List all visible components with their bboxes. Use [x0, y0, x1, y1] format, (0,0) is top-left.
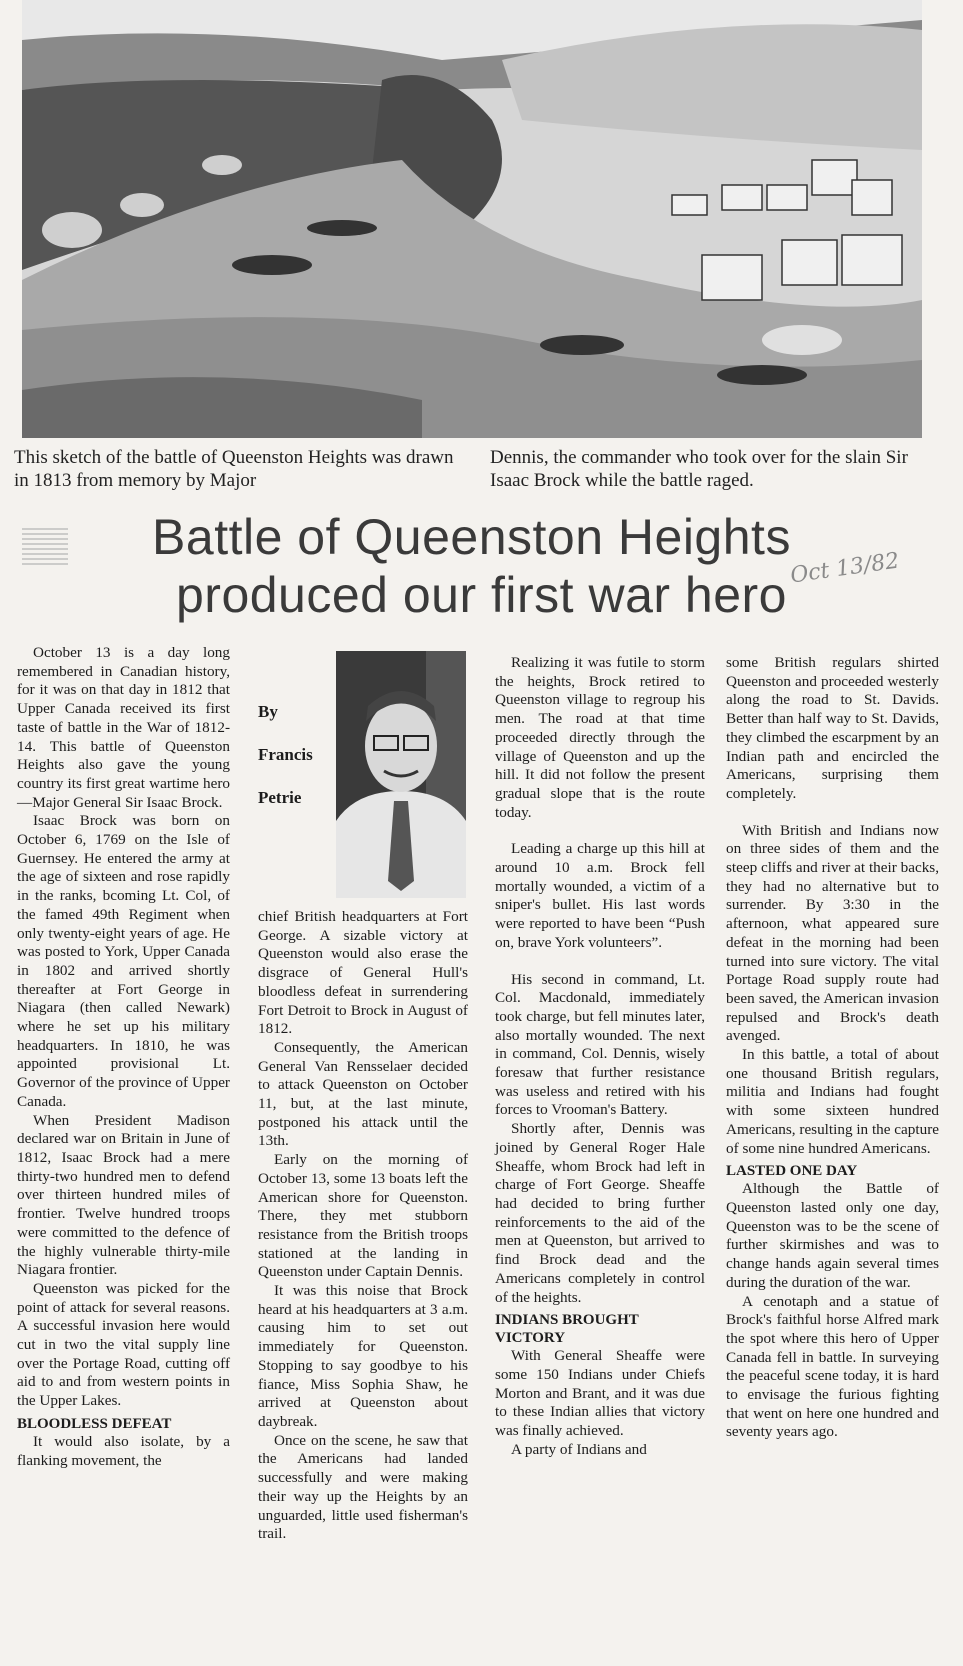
article-paragraph: Consequently, the American General Van Rensselaer decided to attack Queenston on October 11, but, at the last minute, postponed his attack until the 13th. — [258, 1038, 468, 1150]
article-paragraph: October 13 is a day long remembered in Canadian history, for it was on that day in 1812 that Upper Canada received its first taste of battle in the War of 1812-14. This battle of Queenston Heights also gave the young country its first great wartime hero—Major General Sir Isaac Brock. — [17, 644, 230, 811]
article-paragraph: Early on the morning of October 13, some 13 boats left the American shore for Queenston. There, they met stubborn resistance from the British troops stationed at the landing in Queenston under Captain Dennis. — [258, 1151, 468, 1281]
article-paragraph: It was this noise that Brock heard at his headquarters at 3 a.m. causing him to set out immediately for Queenston. Stopping to say goodbye to his fiance, Miss Sophia Shaw, he arrived at Queenston about daybreak. — [258, 1282, 468, 1430]
article-paragraph: A party of Indians and — [511, 1440, 647, 1458]
article-paragraph: Queenston was picked for the point of attack for several reasons. A successful invasion here would cut in two the vital supply line over the Portage Road, cutting off aid to and from western points in the Upper Lakes. — [17, 1279, 230, 1410]
article-paragraph: Although the Battle of Queenston lasted only one day, Queenston was to be the scene of further skirmishes and was to change hands again several times during the duration of the war. — [726, 1180, 939, 1291]
article-paragraph: chief British headquarters at Fort George. A sizable victory at Queenston would also erase the disgrace of General Hull's bloodless defeat in surrendering Fort Detroit to Brock in August of 1812. — [258, 908, 468, 1038]
article-column-4 — [726, 654, 939, 1442]
section-subhead: INDIANS BROUGHT VICTORY — [495, 1312, 639, 1347]
article-paragraph: With General Sheaffe were some 150 Indians under Chiefs Morton and Brant, and it was due to these Indian allies that victory was finally achieved. — [495, 1347, 705, 1440]
article-paragraph: some British regulars shirted Queenston and proceeded westerly along the road to St. Davids. Better than half way to St. Davids, they climbed the escarpment by an Indian path and encircled the Americans, surprising them completely. — [726, 654, 939, 802]
article-column-2 — [258, 908, 468, 1544]
article-paragraph: Once on the scene, he saw that the Americans had landed successfully and were making their way up the Heights by an unguarded, little used fisherman's trail. — [258, 1431, 468, 1543]
article-paragraph: It would also isolate, by a flanking movement, the — [17, 1432, 230, 1469]
article-paragraph: His second in command, Lt. Col. Macdonald, immediately took charge, but fell minutes later, also mortally wounded. The next in command, Col. Dennis, wisely foresaw that further resistance was useless and retired with his forces to Vrooman's Battery. — [495, 970, 705, 1119]
photo-caption-right: Dennis, the commander who took over for the slain Sir Isaac Brock while the battle raged. — [490, 447, 908, 491]
headline-line-2: produced our first war hero — [175, 567, 787, 623]
byline-last-name: Petrie — [258, 788, 302, 807]
article-paragraph: Realizing it was futile to storm the heights, Brock retired to Queenston village to regroup his men. The road at that time proceeded directly through the village of Queenston and up the hill. It did not follow the present gradual slope that is the route today. — [495, 654, 705, 821]
article-paragraph: With British and Indians now on three sides of them and the steep cliffs and river at their backs, they had no alternative but to surrender. By 3:30 in the afternoon, what appeared sure defeat in the morning had been turned into sure victory. The vital Portage Road supply route had been saved, the American invasion repulsed and Brock's death avenged. — [726, 821, 939, 1045]
photo-caption-left: This sketch of the battle of Queenston Heights was drawn in 1813 from memory by Major — [14, 447, 454, 491]
article-paragraph: Leading a charge up this hill at around 10 a.m. Brock fell mortally wounded, a victim of a sniper's bullet. His last words were reported to have been “Push on, brave York volunteers”. — [495, 840, 705, 951]
handwritten-date-note: Oct 13/82 — [788, 548, 901, 589]
article-paragraph: Isaac Brock was born on October 6, 1769 on the Isle of Guernsey. He entered the army at the age of sixteen and rose rapidly in the ranks, bcoming Lt. Col, of the famed 49th Regiment when only twenty-eight years of age. He was posted to York, Upper Canada in 1802 and arrived shortly thereafter at Fort George in Niagara (then called Newark) where he set up his military headquarters. In 1810, he was appointed provisional Lt. Governor of the province of Upper Canada. — [17, 812, 230, 1110]
headline-line-1: Battle of Queenston Heights — [152, 509, 791, 565]
battle-sketch-image — [22, 0, 922, 438]
author-portrait — [336, 651, 466, 898]
byline-by: By — [258, 702, 278, 721]
article-paragraph: In this battle, a total of about one thousand British regulars, militia and Indians had fought with some sixteen hundred Americans, resulting in the capture of some nine hundred Americans. — [726, 1046, 939, 1157]
article-paragraph: Shortly after, Dennis was joined by General Roger Hale Sheaffe, whom Brock had left in charge of Fort George. Sheaffe had decided to bring further reinforcements to the aid of the men at Queenston, but arrived to find Brock dead and the Americans completely in control of the heights. — [495, 1120, 705, 1306]
article-paragraph: When President Madison declared war on Britain in June of 1812, Isaac Brock had a mere thirty-two hundred men to defend over thirteen hundred miles of frontier. Twelve hundred troops were committed to the defence of the highly vulnerable thirty-mile Niagara frontier. — [17, 1111, 230, 1279]
section-subhead: BLOODLESS DEFEAT — [17, 1415, 172, 1432]
byline-first-name: Francis — [258, 745, 313, 764]
article-column-1 — [17, 644, 230, 1470]
section-subhead: LASTED ONE DAY — [726, 1163, 858, 1180]
article-paragraph: A cenotaph and a statue of Brock's faithful horse Alfred mark the spot where this hero of Upper Canada fell in battle. In surveying the peaceful scene today, it is hard to envisage the furious fighting that went on here one hundred and seventy years ago. — [726, 1292, 939, 1441]
article-column-3 — [495, 654, 705, 1459]
byline — [258, 690, 313, 819]
